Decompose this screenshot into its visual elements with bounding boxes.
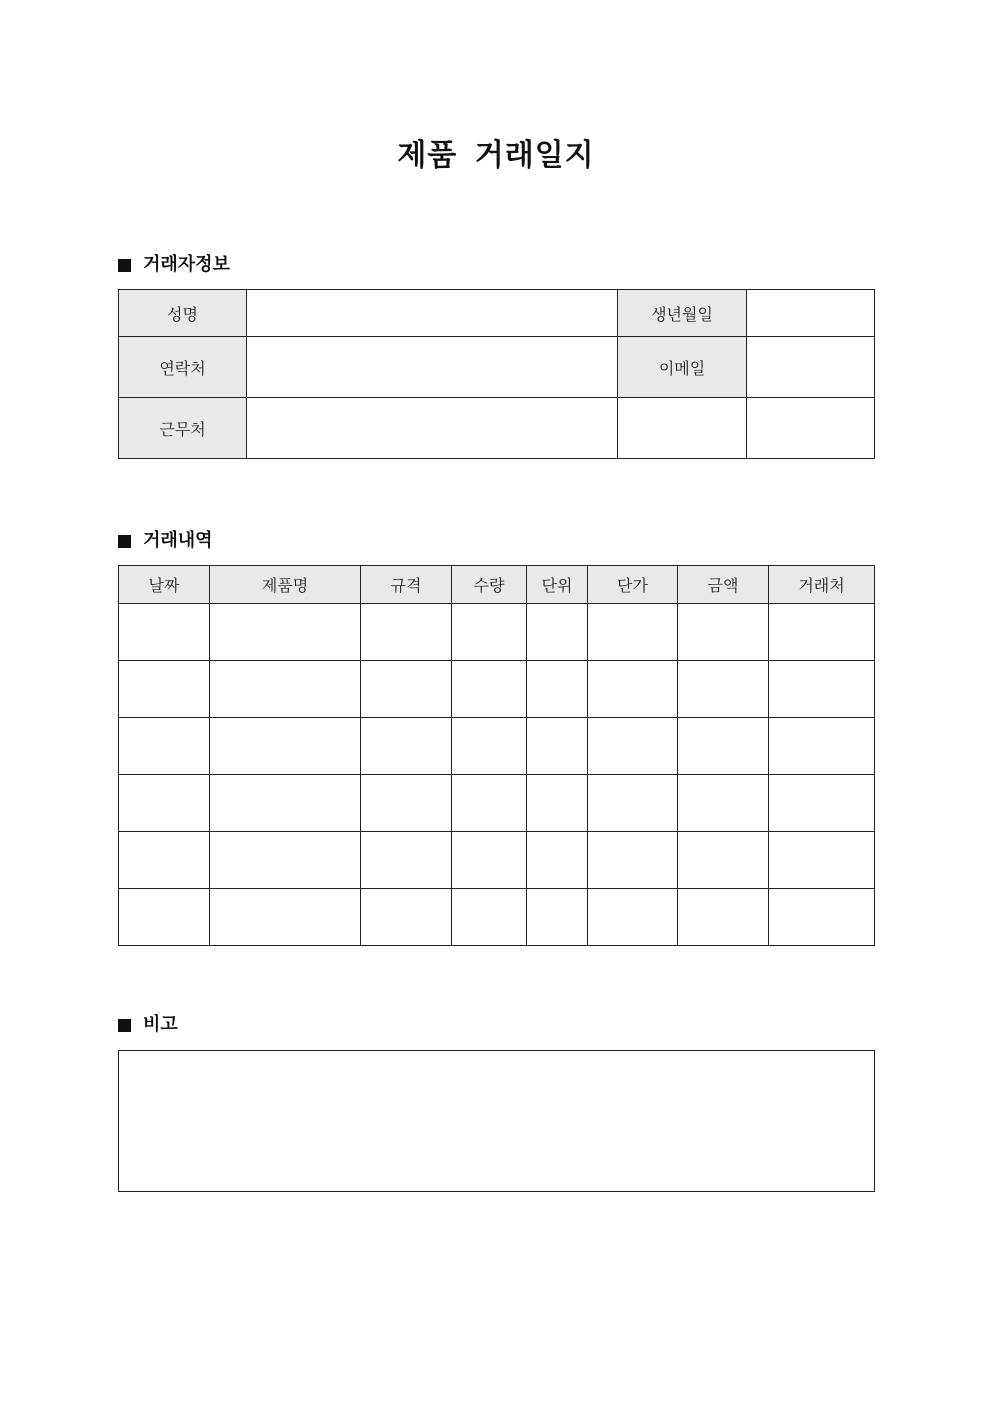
email-field[interactable] xyxy=(747,337,875,398)
document-title: 제품 거래일지 xyxy=(397,138,595,173)
quantity-cell[interactable] xyxy=(452,775,527,832)
trader-info-row-name xyxy=(119,290,875,337)
table-row xyxy=(119,832,875,889)
amount-cell[interactable] xyxy=(678,661,769,718)
spec-cell[interactable] xyxy=(361,661,452,718)
quantity-cell[interactable] xyxy=(452,832,527,889)
trader-info-row-workplace xyxy=(119,398,875,459)
workplace-field[interactable] xyxy=(247,398,618,459)
column-header-product-name: 제품명 xyxy=(210,566,361,604)
table-row xyxy=(119,718,875,775)
client-cell[interactable] xyxy=(769,661,875,718)
unit-cell[interactable] xyxy=(527,718,588,775)
quantity-cell[interactable] xyxy=(452,889,527,946)
square-bullet-icon xyxy=(118,1019,131,1032)
product-name-cell[interactable] xyxy=(210,832,361,889)
workplace-label: 근무처 xyxy=(119,398,247,459)
client-cell[interactable] xyxy=(769,718,875,775)
amount-cell[interactable] xyxy=(678,718,769,775)
amount-cell[interactable] xyxy=(678,889,769,946)
transactions-heading-text: 거래내역 xyxy=(143,530,213,551)
trader-info-heading xyxy=(118,253,230,277)
date-cell[interactable] xyxy=(119,889,210,946)
square-bullet-icon xyxy=(118,535,131,548)
table-row xyxy=(119,661,875,718)
date-cell[interactable] xyxy=(119,775,210,832)
unit-price-cell[interactable] xyxy=(588,604,678,661)
product-name-cell[interactable] xyxy=(210,718,361,775)
spec-cell[interactable] xyxy=(361,889,452,946)
column-header-unit-price: 단가 xyxy=(588,566,678,604)
spec-cell[interactable] xyxy=(361,775,452,832)
birth-date-field[interactable] xyxy=(747,290,875,337)
trader-info-heading-text: 거래자정보 xyxy=(143,254,230,275)
product-name-cell[interactable] xyxy=(210,775,361,832)
unit-price-cell[interactable] xyxy=(588,832,678,889)
spec-cell[interactable] xyxy=(361,604,452,661)
product-name-cell[interactable] xyxy=(210,889,361,946)
client-cell[interactable] xyxy=(769,604,875,661)
extra-field-2[interactable] xyxy=(747,398,875,459)
spec-cell[interactable] xyxy=(361,832,452,889)
client-cell[interactable] xyxy=(769,889,875,946)
extra-field-1[interactable] xyxy=(618,398,747,459)
remarks-heading-text: 비고 xyxy=(143,1014,178,1035)
spec-cell[interactable] xyxy=(361,718,452,775)
quantity-cell[interactable] xyxy=(452,604,527,661)
unit-price-cell[interactable] xyxy=(588,718,678,775)
client-cell[interactable] xyxy=(769,832,875,889)
transactions-header-row xyxy=(119,566,875,604)
unit-cell[interactable] xyxy=(527,775,588,832)
trader-info-row-contact xyxy=(119,337,875,398)
product-name-cell[interactable] xyxy=(210,604,361,661)
transactions-table xyxy=(118,565,875,946)
column-header-date: 날짜 xyxy=(119,566,210,604)
unit-cell[interactable] xyxy=(527,661,588,718)
contact-field[interactable] xyxy=(247,337,618,398)
email-label: 이메일 xyxy=(618,337,747,398)
birth-date-label: 생년월일 xyxy=(618,290,747,337)
unit-price-cell[interactable] xyxy=(588,889,678,946)
unit-cell[interactable] xyxy=(527,604,588,661)
trader-info-table xyxy=(118,289,875,459)
column-header-amount: 금액 xyxy=(678,566,769,604)
table-row xyxy=(119,889,875,946)
amount-cell[interactable] xyxy=(678,604,769,661)
transactions-heading xyxy=(118,529,213,553)
column-header-quantity: 수량 xyxy=(452,566,527,604)
amount-cell[interactable] xyxy=(678,775,769,832)
unit-cell[interactable] xyxy=(527,832,588,889)
product-name-cell[interactable] xyxy=(210,661,361,718)
client-cell[interactable] xyxy=(769,775,875,832)
column-header-client: 거래처 xyxy=(769,566,875,604)
column-header-unit: 단위 xyxy=(527,566,588,604)
transactions-body xyxy=(119,604,875,946)
unit-price-cell[interactable] xyxy=(588,775,678,832)
quantity-cell[interactable] xyxy=(452,661,527,718)
unit-cell[interactable] xyxy=(527,889,588,946)
amount-cell[interactable] xyxy=(678,832,769,889)
remarks-heading xyxy=(118,1013,178,1037)
date-cell[interactable] xyxy=(119,661,210,718)
name-label: 성명 xyxy=(119,290,247,337)
date-cell[interactable] xyxy=(119,718,210,775)
contact-label: 연락처 xyxy=(119,337,247,398)
quantity-cell[interactable] xyxy=(452,718,527,775)
square-bullet-icon xyxy=(118,259,131,272)
table-row xyxy=(119,604,875,661)
table-row xyxy=(119,775,875,832)
unit-price-cell[interactable] xyxy=(588,661,678,718)
name-field[interactable] xyxy=(247,290,618,337)
column-header-spec: 규격 xyxy=(361,566,452,604)
date-cell[interactable] xyxy=(119,832,210,889)
remarks-field[interactable] xyxy=(118,1050,875,1192)
date-cell[interactable] xyxy=(119,604,210,661)
